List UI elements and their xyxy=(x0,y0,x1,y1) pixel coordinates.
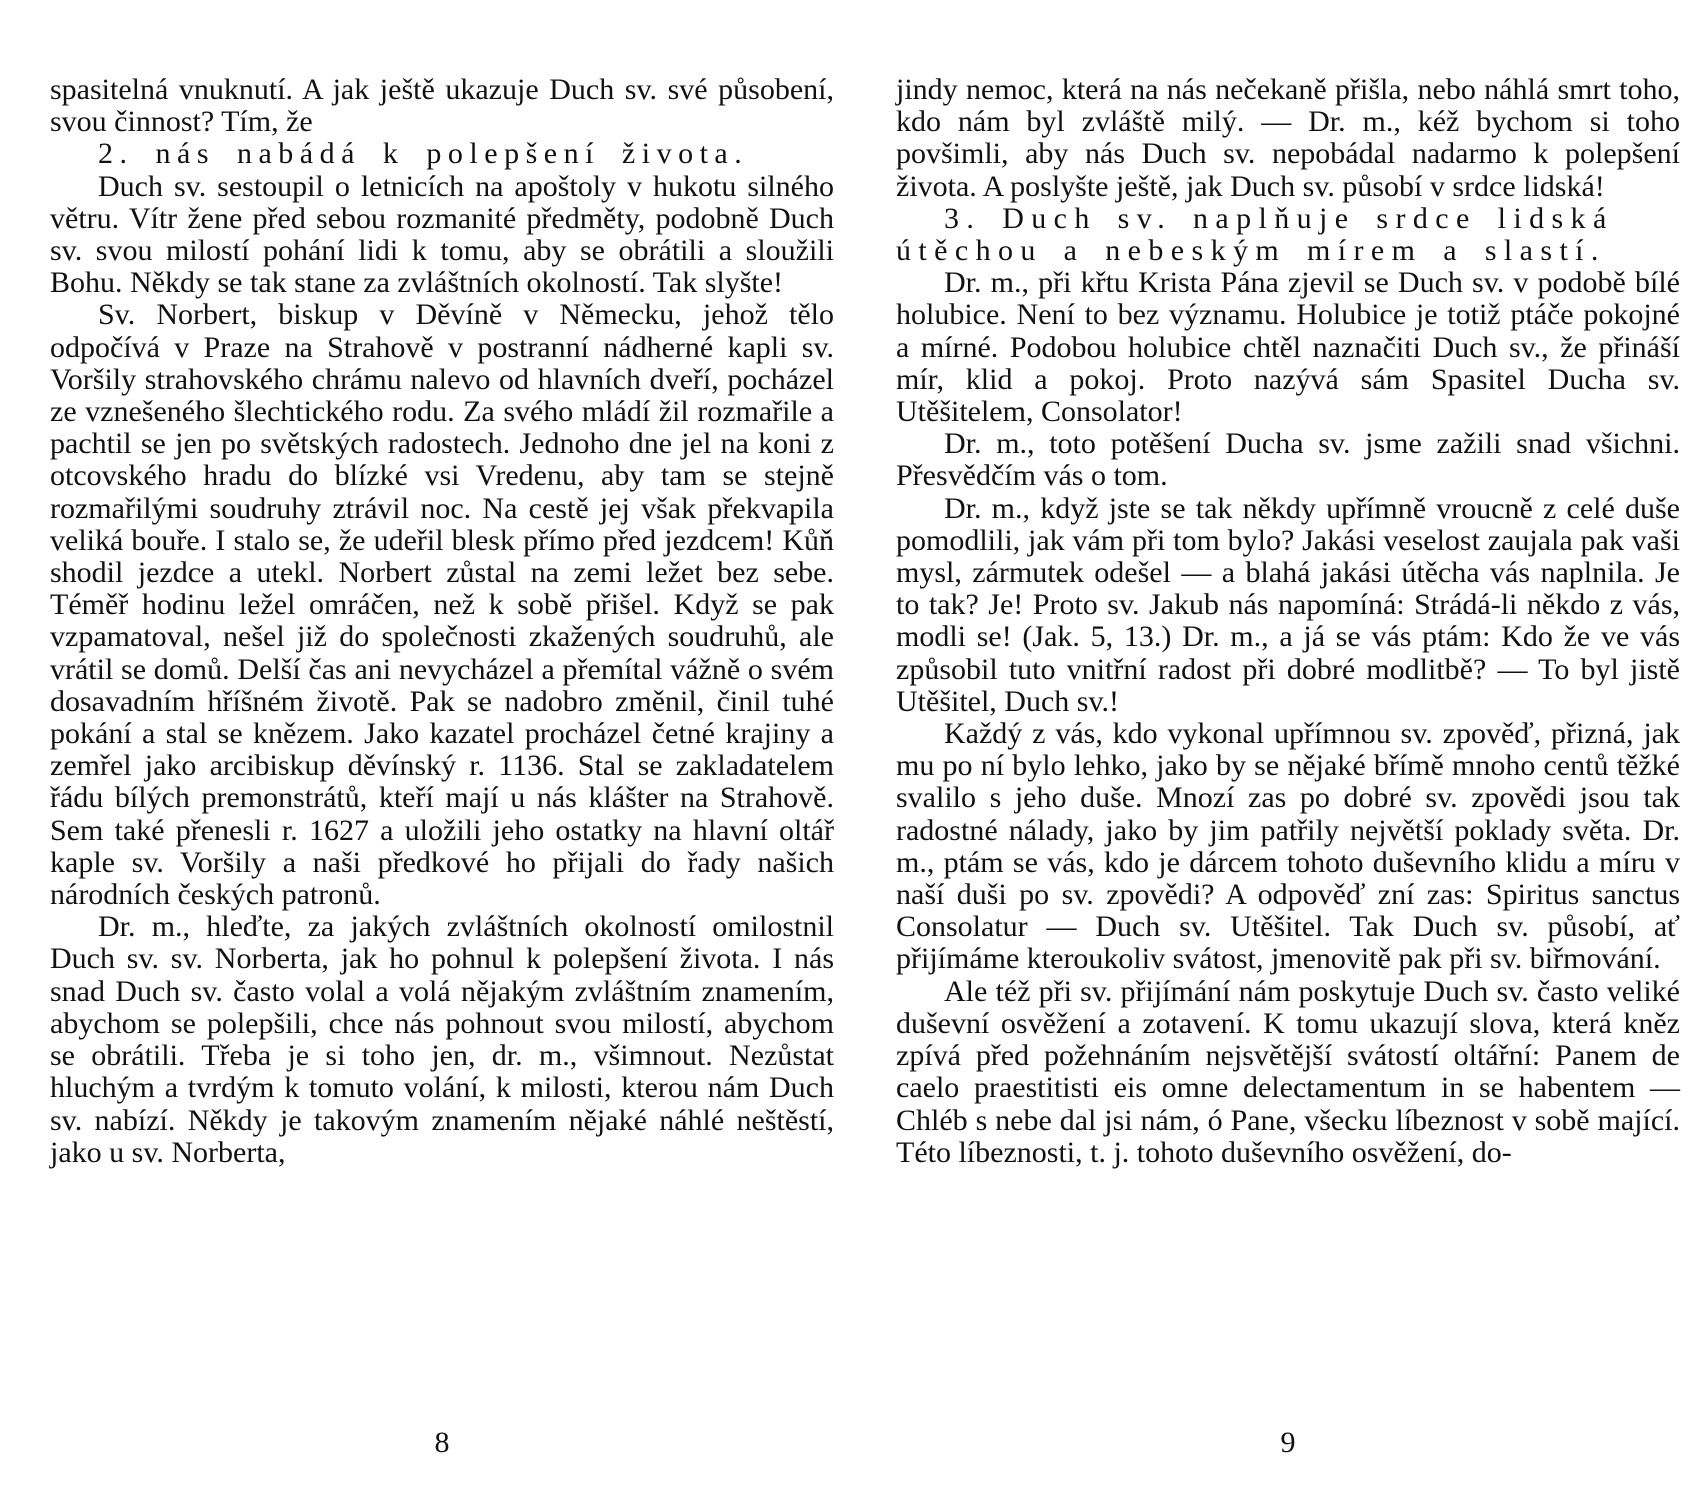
page-number: 8 xyxy=(434,1426,450,1459)
paragraph: Dr. m., toto potěšení Ducha sv. jsme zažili snad všichni. Přesvědčím vás o tom. xyxy=(896,427,1680,493)
paragraph: Ale též při sv. přijímání nám poskytuje Duch sv. často veliké duševní osvěžení a zotavení. K tomu ukazují slova, která kněz zpívá před požehnáním nejsvětější svátostí oltářní: Panem de caelo praestitisti eis omne delectamentum in se habentem — Chléb s nebe dal jsi nám, ó Pane, všecku líbeznost v sobě mající. Této líbeznosti, t. j. tohoto duševního osvěžení, do- xyxy=(896,974,1680,1169)
paragraph: Dr. m., při křtu Krista Pána zjevil se Duch sv. v podobě bílé holubice. Není to bez významu. Holubice je totiž ptáče pokojné a mírné. Podobou holubice chtěl naznačiti Duch sv., že přináší mír, klid a pokoj. Proto nazývá sám Spasitel Ducha sv. Utěšitelem, Consolator! xyxy=(896,266,1680,429)
section-heading: 2. nás nabádá k polepšení života. xyxy=(98,137,749,171)
paragraph: Duch sv. sestoupil o letnicích na apoštoly v hukotu silného větru. Vítr žene před sebou rozmanité předměty, podobně Duch sv. svou milostí pohání lidi k tomu, aby se obrátili a sloužili Bohu. Někdy se tak stane za zvláštních okolností. Tak slyšte! xyxy=(50,169,834,300)
paragraph: Dr. m., když jste se tak někdy upřímně vroucně z celé duše pomodlili, jak vám při tom bylo? Jakási veselost zaujala pak vaši mysl, zármutek odešel — a blahá jakási útěcha vás naplnila. Je to tak? Je! Proto sv. Jakub nás napomíná: Strádá-li někdo z vás, modli se! (Jak. 5, 13.) Dr. m., a já se vás ptám: Kdo že ve vás způsobil tuto vnitřní radost při dobré modlitbě? — To byl jistě Utěšitel, Duch sv.! xyxy=(896,491,1680,718)
right-page-text xyxy=(896,74,1680,1169)
right-page xyxy=(896,73,1680,1459)
paragraph: spasitelná vnuknutí. A jak ještě ukazuje Duch sv. své působení, svou činnost? Tím, že xyxy=(50,73,834,139)
left-page xyxy=(50,73,834,1459)
page-number: 9 xyxy=(1280,1426,1296,1459)
paragraph: jindy nemoc, která na nás nečekaně přišla, nebo náhlá smrt toho, kdo nám byl zvláště milý. — Dr. m., kéž bychom si toho povšimli, aby nás Duch sv. nepobádal nadarmo k polepšení života. A poslyšte ještě, jak Duch sv. působí v srdce lidská! xyxy=(896,73,1680,203)
paragraph: Každý z vás, kdo vykonal upřímnou sv. zpověď, přizná, jak mu po ní bylo lehko, jako by se nějaké břímě mnoho centů těžké svalilo s jeho duše. Mnozí zas po dobré sv. zpovědi jsou tak radostné nálady, jako by jim patřily největší poklady světa. Dr. m., ptám se vás, kdo je dárcem tohoto duševního klidu a míru v naší duši po sv. zpovědi? A odpověď zní zas: Spiritus sanctus Consolatur — Duch sv. Utěšitel. Tak Duch sv. působí, ať přijímáme kteroukoliv svátost, jmenovitě pak při sv. biřmování. xyxy=(896,717,1680,976)
left-page-text xyxy=(50,74,834,1169)
paragraph: Dr. m., hleďte, za jakých zvláštních okolností omilostnil Duch sv. sv. Norberta, jak ho pohnul k polepšení života. I nás snad Duch sv. často volal a volá nějakým zvláštním znamením, abychom se polepšili, chce nás pohnout svou milostí, abychom se obrátili. Třeba je si toho jen, dr. m., všimnout. Nezůstat hluchým a tvrdým k tomuto volání, k milosti, kterou nám Duch sv. nabízí. Někdy je takovým znamením nějaké náhlé neštěstí, jako u sv. Norberta, xyxy=(50,910,834,1169)
section-heading: 3. Duch sv. naplňuje srdce lidská útěchou a nebeským mírem a slastí. xyxy=(896,201,1614,268)
paragraph: Sv. Norbert, biskup v Děvíně v Německu, jehož tělo odpočívá v Praze na Strahově v postranní nádherné kapli sv. Voršily strahovského chrámu nalevo od hlavních dveří, pocházel ze vznešeného šlechtického rodu. Za svého mládí žil rozmařile a pachtil se jen po světských radostech. Jednoho dne jel na koni z otcovského hradu do blízké vsi Vredenu, aby tam se stejně rozmařilými soudruhy ztrávil noc. Na cestě jej však překvapila veliká bouře. I stalo se, že udeřil blesk přímo před jezdcem! Kůň shodil jezdce a utekl. Norbert zůstal na zemi ležet bez sebe. Téměř hodinu ležel omráčen, než k sobě přišel. Když se pak vzpamatoval, nešel již do společnosti zkažených soudruhů, ale vrátil se domů. Delší čas ani nevycházel a přemítal vážně o svém dosavadním hříšném životě. Pak se nadobro změnil, činil tuhé pokání a stal se knězem. Jako kazatel procházel četné krajiny a zemřel jako arcibiskup děvínský r. 1136. Stal se zakladatelem řádu bílých premonstrátů, kteří mají u nás klášter na Strahově. Sem také přenesli r. 1627 a uložili jeho ostatky na hlavní oltář kaple sv. Voršily a naši předkové ho přijali do řady našich národních českých patronů. xyxy=(50,298,834,912)
